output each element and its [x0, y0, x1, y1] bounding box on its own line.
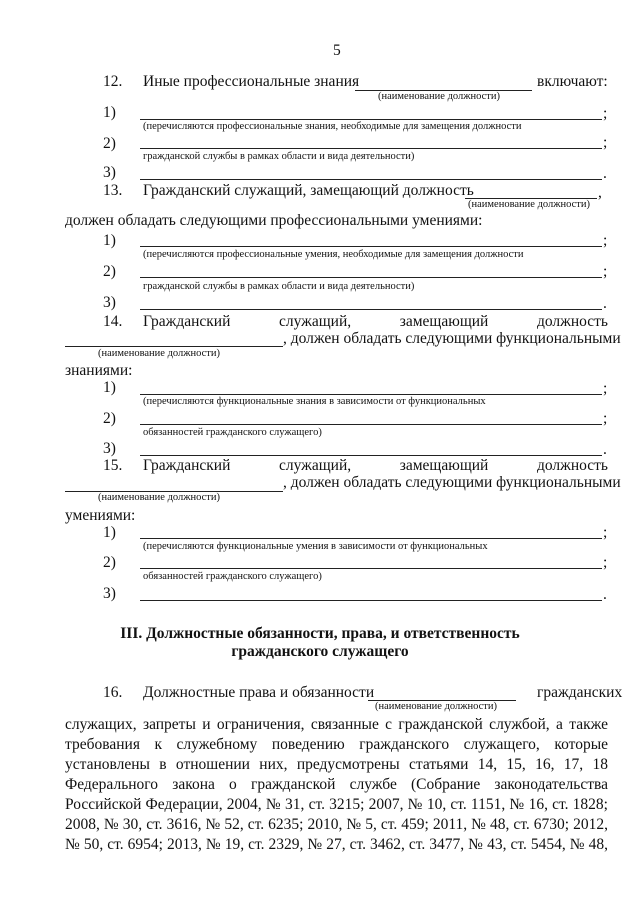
item-12-sub-3: 3) — [103, 164, 116, 181]
item-13-line-1 — [140, 246, 602, 247]
item-14-position-note: (наименование должности) — [98, 348, 221, 359]
item-16-lead: Должностные права и обязанности — [143, 684, 375, 701]
item-12-tail: включают: — [537, 73, 608, 90]
item-16-line-4: Федерального закона о гражданской службе (Собрание законодательства — [65, 776, 608, 793]
item-16-line-1: служащих, запреты и ограничения, связанные с гражданской службой, а также — [65, 716, 608, 733]
item-12-semicolon-1: ; — [603, 105, 608, 122]
item-14-word-2: служащий, — [278, 313, 352, 330]
item-12-period: . — [603, 165, 607, 182]
item-12-line-1 — [140, 119, 602, 120]
item-14-line-3 — [140, 455, 602, 456]
item-15-sub-2: 2) — [103, 554, 116, 571]
item-15-period: . — [603, 586, 607, 603]
item-16-line-5: Российской Федерации, 2004, № 31, ст. 3215; 2007, № 10, ст. 1151, № 16, ст. 1828; — [65, 796, 608, 813]
item-13-semicolon-2: ; — [603, 263, 608, 280]
item-13-sub-3: 3) — [103, 294, 116, 311]
item-13-line-3 — [140, 309, 602, 310]
item-14-word: знаниями: — [65, 362, 133, 379]
page-number: 5 — [333, 42, 341, 59]
item-12-note-1: (перечисляются профессиональные знания, необходимые для замещения должности — [143, 121, 522, 132]
item-14-sub-1: 1) — [103, 379, 116, 396]
item-14-sub-2: 2) — [103, 410, 116, 427]
item-12-sub-1: 1) — [103, 104, 116, 121]
item-13-lead: Гражданский служащий, замещающий должность — [143, 182, 474, 199]
item-15-line-1 — [140, 538, 602, 539]
item-12-note-2: гражданской службы в рамках области и вида деятельности) — [143, 151, 415, 162]
item-13-note-2: гражданской службы в рамках области и вида деятельности) — [143, 281, 415, 292]
item-15-position-note: (наименование должности) — [98, 492, 221, 503]
item-12-line-3 — [140, 179, 602, 180]
item-15-lead — [143, 457, 608, 475]
item-15-word-4: должность — [536, 457, 608, 474]
item-12-lead: Иные профессиональные знания — [143, 73, 360, 90]
item-15-line-2 — [140, 568, 602, 569]
item-13-sub-2: 2) — [103, 263, 116, 280]
item-15-note-1: (перечисляются функциональные умения в зависимости от функциональных — [143, 541, 488, 552]
item-14-number: 14. — [103, 313, 123, 330]
item-15-sub-3: 3) — [103, 585, 116, 602]
item-14-semicolon-2: ; — [603, 410, 608, 427]
item-15-line-3 — [140, 600, 602, 601]
item-13-sub-1: 1) — [103, 232, 116, 249]
item-12-position-note: (наименование должности) — [378, 91, 501, 102]
item-16-line-3: установлены в отношении них, предусмотрены статьями 14, 15, 16, 17, 18 — [65, 756, 608, 773]
item-14-word-4: должность — [536, 313, 608, 330]
item-16-number: 16. — [103, 684, 123, 701]
item-16-line-2: требования к служебному поведению гражданского служащего, которые — [65, 736, 608, 753]
item-15-word-2: служащий, — [278, 457, 352, 474]
item-13-period: . — [603, 295, 607, 312]
item-14-semicolon-1: ; — [603, 380, 608, 397]
item-15-sub-1: 1) — [103, 524, 116, 541]
item-13-line-2 — [140, 277, 602, 278]
item-12-sub-2: 2) — [103, 135, 116, 152]
item-15-semicolon-2: ; — [603, 554, 608, 571]
item-15-word-3: замещающий — [399, 457, 489, 474]
item-14-note-2: обязанностей гражданского служащего) — [143, 427, 322, 438]
item-13-number: 13. — [103, 182, 123, 199]
item-13-comma: , — [598, 184, 602, 201]
item-16-line-6: 2008, № 30, ст. 3616, № 52, ст. 6235; 2010, № 5, ст. 459; 2011, № 48, ст. 6730; 2012, — [65, 816, 608, 833]
item-14-word-1: Гражданский — [143, 313, 231, 330]
section-heading-line-1: III. Должностные обязанности, права, и ответственность — [120, 625, 520, 642]
item-14-sub-3: 3) — [103, 440, 116, 457]
item-16-line-7: № 50, ст. 6954; 2013, № 19, ст. 2329, № 27, ст. 3462, ст. 3477, № 43, ст. 5454, № 48, — [65, 836, 608, 853]
item-15-continuation: , должен обладать следующими функциональными — [283, 474, 621, 491]
item-13-note-1: (перечисляются профессиональные умения, необходимые для замещения должности — [143, 249, 524, 260]
section-heading-line-2: гражданского служащего — [231, 643, 409, 660]
item-14-word-3: замещающий — [399, 313, 489, 330]
item-13-semicolon-1: ; — [603, 232, 608, 249]
item-15-word-1: Гражданский — [143, 457, 231, 474]
item-13-position-note: (наименование должности) — [468, 199, 591, 210]
item-14-note-1: (перечисляются функциональные знания в зависимости от функциональных — [143, 396, 486, 407]
item-14-line-2 — [140, 424, 602, 425]
item-12-number: 12. — [103, 73, 123, 90]
item-16-tail: гражданских — [537, 684, 623, 701]
item-16-position-note: (наименование должности) — [375, 701, 498, 712]
item-15-note-2: обязанностей гражданского служащего) — [143, 571, 322, 582]
item-14-position-line — [65, 346, 283, 347]
item-15-number: 15. — [103, 457, 123, 474]
item-15-semicolon-1: ; — [603, 524, 608, 541]
item-14-lead — [143, 313, 608, 331]
item-12-semicolon-2: ; — [603, 134, 608, 151]
item-13-continuation: должен обладать следующими профессиональными умениями: — [65, 212, 483, 229]
item-15-word: умениями: — [65, 507, 136, 524]
item-14-line-1 — [140, 394, 602, 395]
item-14-period: . — [603, 441, 607, 458]
item-14-continuation: , должен обладать следующими функциональными — [283, 330, 621, 347]
item-12-line-2 — [140, 148, 602, 149]
